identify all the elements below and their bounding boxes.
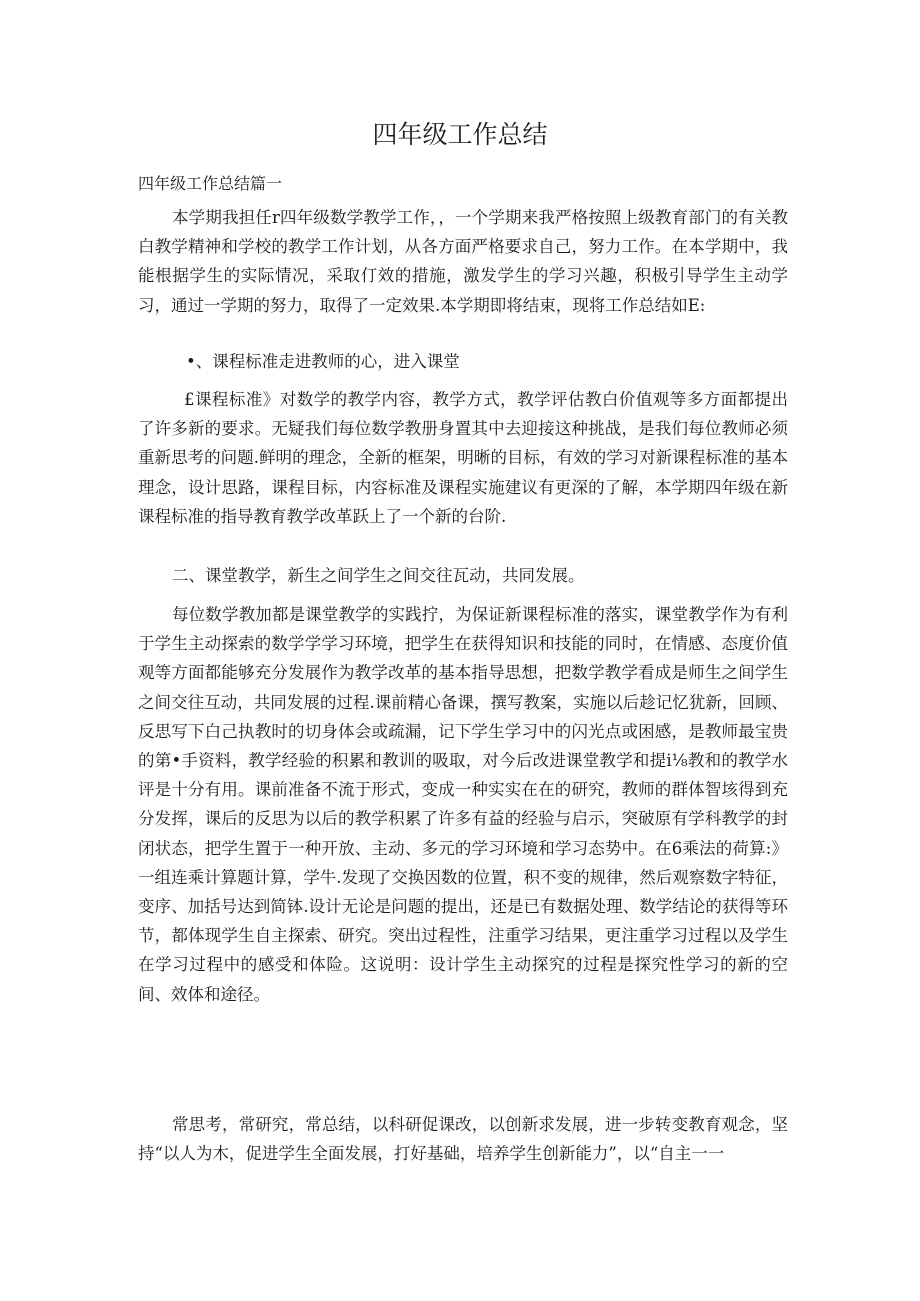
section-subheading: 四年级工作总结篇一	[138, 174, 283, 193]
paragraph-intro: 本学期我担任r四年级数学教学工作，，一个学期来我严格按照上级教育部门的有关教白教学精神和学校的教学工作计划，从各方面严格要求自己，努力工作。在本学期中，我能根据学生的实际情况，采取仃效的措施，激发学生的学习兴趣，积极引导学生主动学习，通过一学期的努力，取得了一定效果.本学期即将结束，现将工作总结如E:	[138, 208, 788, 315]
paragraph-classroom: 每位数学教加都是课堂教学的实践拧，为保证新课程标准的落实，课堂教学作为有利于学生主动探索的数学学学习环境，把学生在获得知识和技能的同时，在情感、态度价值观等方面都能够充分发展作为教学改革的基本指导思想，把数学教学看成是师生之间学生之间交往互动，共同发展的过程.课前精心备课，撰写教案，实施以后趁记忆犹新，回顾、反思写下白己执教时的切身体会或疏漏，记下学生学习中的闪光点或困感，是教师最宝贵的第•手资料，教学经验的积累和教训的吸取，对今后改进课堂教学和提i⅛教和的教学水评是十分有用。课前准备不流于形式，变成一种实实在在的研究，教师的群体智垓得到充分发挥，课后的反思为以后的教学积累了许多有益的经验与启示，突破原有学科教学的封闭状态，把学生置于一种开放、主动、多元的学习环境和学习态势中。在6乘法的荷算:》一组连乘计算题计算，学牛.发现了交换因数的位置，积不变的规律，然后观察数字特征，变序、加括号达到简钵.设计无论是问题的提出，还是已有数据处理、数学结论的获得等环节，都体现学生自主探索、研究。突出过程性，注重学习结果，更注重学习过程以及学生在学习过程中的感受和体险。这说明：设计学生主动探究的过程是探究性学习的新的空间、效体和途径。	[138, 605, 788, 1004]
paragraph-curriculum: £课程标准》对数学的教学内容，教学方式，教学评估教白价值观等多方面都提出了许多新的要求。无疑我们每位数学教册身置其中去迎接这种挑战，是我们每位教师必须重新思考的问题.鲜明的理念，全新的框架，明晰的目标，有效的学习对新课程标准的基本理念，设计思路，课程目标，内容标准及课程实施建议有更深的了解，本学期四年级在新课程标准的指导教育教学改革跃上了一个新的台阶.	[138, 390, 788, 526]
document-title: 四年级工作总结	[372, 120, 548, 149]
section-heading-2: 二、课堂教学，新生之间学生之间交往瓦动，共同发展。	[172, 566, 585, 585]
paragraph-reflection: 常思考，常研究，常总结，以科研促课改，以创新求发展，进一步转变教育观念，坚持“以人为木，促进学生全面发展，打好基础，培养学生创新能力”，以“自主一一	[138, 1115, 788, 1164]
section-heading-1: •、课程标准走进教师的心，进入课堂	[186, 352, 460, 371]
